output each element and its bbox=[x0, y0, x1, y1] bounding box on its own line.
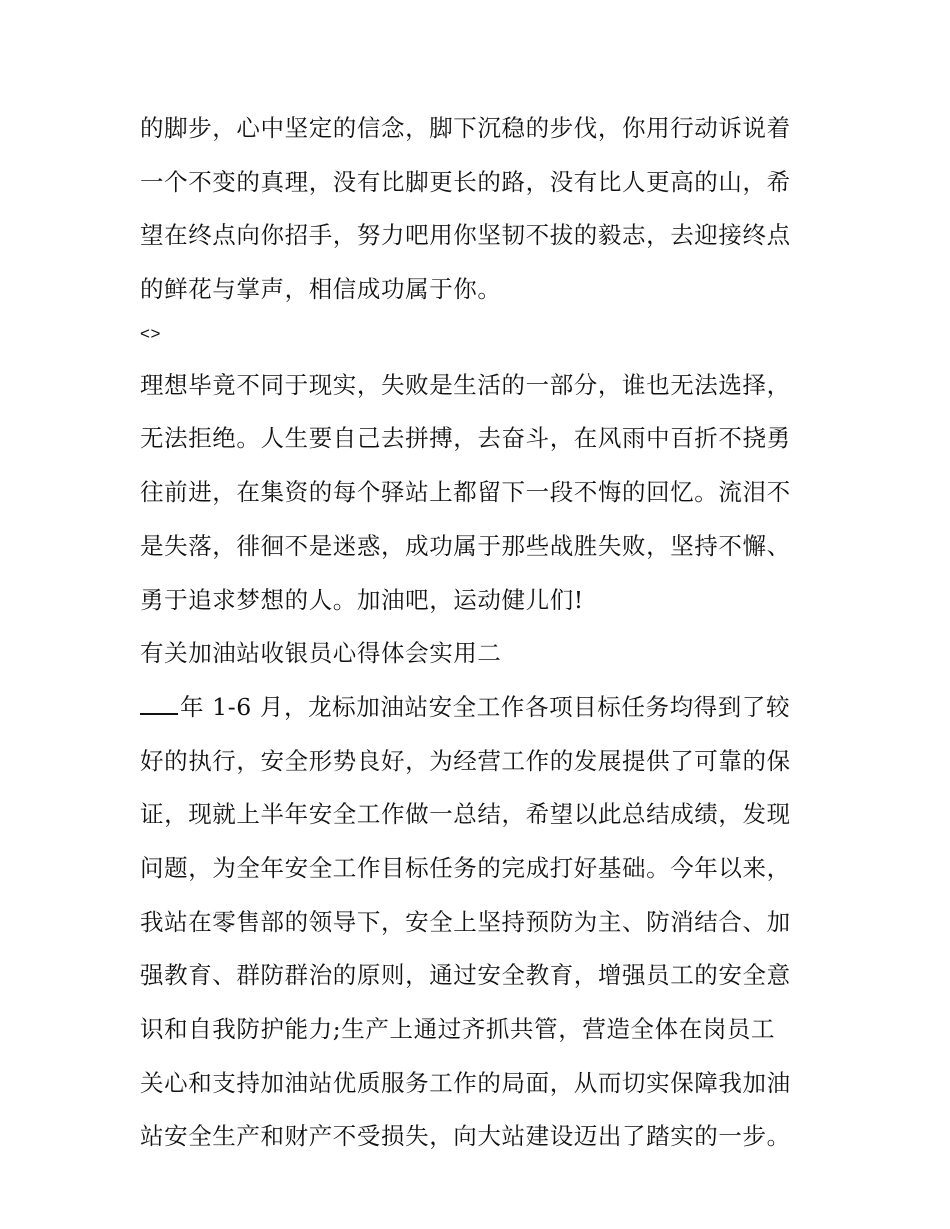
text-line bbox=[140, 681, 815, 735]
text-line: 的脚步，心中坚定的信念，脚下沉稳的步伐，你用行动诉说着 bbox=[140, 114, 791, 142]
paragraph-2 bbox=[140, 359, 815, 627]
text-line: 勇于追求梦想的人。加油吧，运动健儿们! bbox=[140, 585, 584, 614]
text-line: 望在终点向你招手，努力吧用你坚韧不拔的毅志，去迎接终点 bbox=[140, 221, 791, 250]
text-line-content: 年 1-6 月，龙标加油站安全工作各项目标任务均得到了较 bbox=[180, 692, 791, 721]
text-line: 强教育、群防群治的原则，通过安全教育，增强员工的安全意 bbox=[140, 961, 791, 990]
text-line: 理想毕竟不同于现实，失败是生活的一部分，谁也无法选择， bbox=[140, 370, 791, 399]
separator-marker: <> bbox=[140, 323, 162, 343]
text-line: 好的执行，安全形势良好，为经营工作的发展提供了可靠的保 bbox=[140, 746, 791, 775]
text-line: 无法拒绝。人生要自己去拼搏，去奋斗，在风雨中百折不挠勇 bbox=[140, 424, 791, 453]
text-line: 关心和支持加油站优质服务工作的局面，从而切实保障我加油 bbox=[140, 1068, 791, 1097]
text-line: 往前进，在集资的每个驿站上都留下一段不悔的回忆。流泪不 bbox=[140, 478, 791, 507]
text-line: 站安全生产和财产不受损失，向大站建设迈出了踏实的一步。 bbox=[140, 1122, 791, 1151]
document-body bbox=[140, 102, 815, 1164]
text-line: 证，现就上半年安全工作做一总结，希望以此总结成绩，发现 bbox=[140, 800, 791, 829]
text-line: 的鲜花与掌声，相信成功属于你。 bbox=[140, 275, 502, 304]
text-line: 是失落，徘徊不是迷惑，成功属于那些战胜失败，坚持不懈、 bbox=[140, 531, 791, 560]
paragraph-1 bbox=[140, 102, 815, 317]
text-line: 一个不变的真理，没有比脚更长的路，没有比人更高的山，希 bbox=[140, 167, 791, 196]
section-heading: 有关加油站收银员心得体会实用二 bbox=[140, 639, 502, 668]
text-line: 识和自我防护能力;生产上通过齐抓共管，营造全体在岗员工 bbox=[140, 1015, 776, 1043]
paragraph-3 bbox=[140, 681, 815, 1164]
text-line: 问题，为全年安全工作目标任务的完成打好基础。今年以来， bbox=[140, 853, 791, 882]
fill-in-blank bbox=[140, 693, 178, 715]
text-line: 我站在零售部的领导下，安全上坚持预防为主、防消结合、加 bbox=[140, 907, 791, 936]
